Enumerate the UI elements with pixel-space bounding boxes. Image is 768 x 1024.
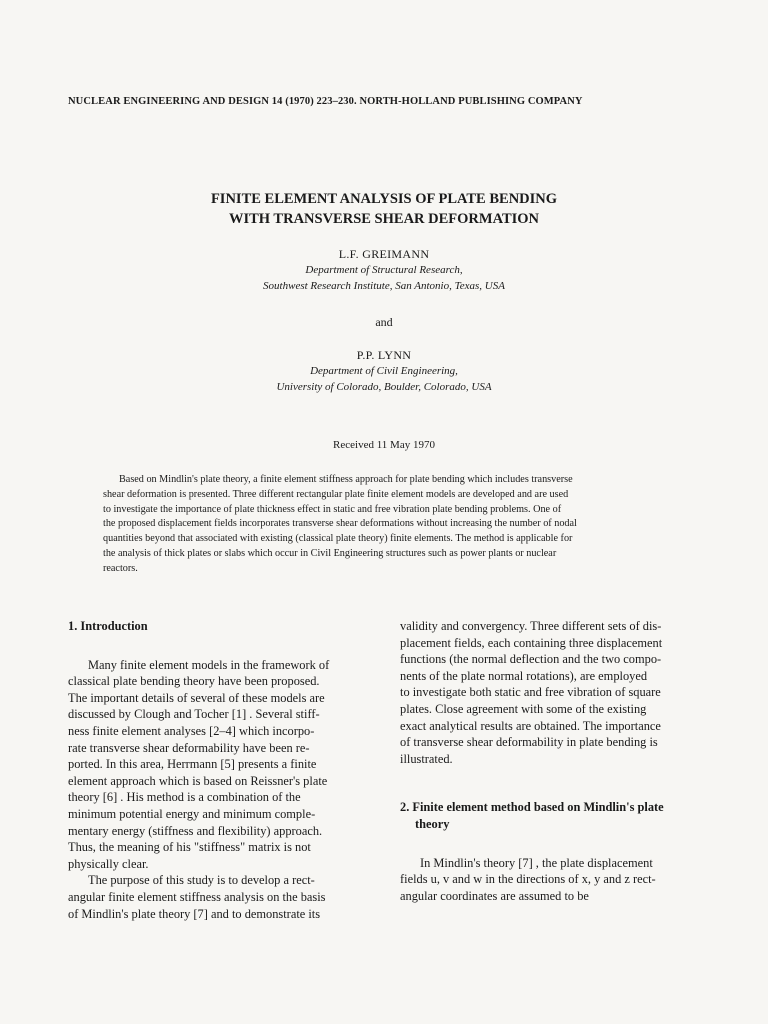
- received-date: Received 11 May 1970: [333, 439, 435, 451]
- paragraph-line: theory [6] . His method is a combination of the: [68, 790, 301, 805]
- abstract: [103, 473, 670, 577]
- abstract-line: quantities beyond that associated with existing (classical plate theory) finite elements. The method is applicable for: [103, 533, 573, 545]
- paragraph-line: validity and convergency. Three different sets of dis-: [400, 619, 662, 633]
- journal-header: NUCLEAR ENGINEERING AND DESIGN 14 (1970) 223–230. NORTH-HOLLAND PUBLISHING COMPANY: [68, 96, 583, 107]
- paragraph-line: In Mindlin's theory [7] , the plate displacement: [420, 855, 653, 870]
- paragraph-line: angular coordinates are assumed to be: [400, 888, 589, 903]
- author-department-2: Department of Civil Engineering,: [310, 365, 458, 377]
- author-conjunction: and: [375, 315, 393, 329]
- author-department-1: Department of Structural Research,: [305, 264, 463, 276]
- paper-title-line-1: FINITE ELEMENT ANALYSIS OF PLATE BENDING: [210, 191, 558, 207]
- paragraph-line: angular finite element stiffness analysis on the basis: [68, 889, 326, 904]
- abstract-line: Based on Mindlin's plate theory, a finite element stiffness approach for plate bending which includes transverse: [119, 474, 573, 485]
- paragraph-line: fields u, v and w in the directions of x, y and z rect-: [400, 872, 656, 887]
- author-name-1: L.F. GREIMANN: [338, 247, 430, 261]
- paragraph-line: plates. Close agreement with some of the existing: [400, 701, 647, 716]
- intro-paragraph-1: [68, 657, 360, 873]
- intro-paragraph-2: [68, 872, 360, 922]
- paragraph-line: Thus, the meaning of his "stiffness" matrix is not: [68, 840, 311, 855]
- section-heading-introduction: 1. Introduction: [68, 619, 148, 633]
- paragraph-line: ported. In this area, Herrmann [5] presents a finite: [68, 757, 317, 772]
- abstract-line: to investigate the importance of plate thickness effect in static and free vibration plate bending problems. One of: [103, 503, 562, 515]
- paragraph-line: The important details of several of these models are: [68, 690, 325, 705]
- paragraph-line: exact analytical results are obtained. The importance: [400, 718, 661, 733]
- intro-continuation: [400, 618, 692, 767]
- abstract-line: the analysis of thick plates or slabs which occur in Civil Engineering structures such as power plants or nuclear: [103, 547, 557, 559]
- paragraph-line: discussed by Clough and Tocher [1] . Several stiff-: [68, 707, 320, 722]
- paragraph-line: rate transverse shear deformability have been re-: [68, 740, 310, 755]
- mindlin-paragraph: [400, 855, 692, 905]
- paper-title-line-2: WITH TRANSVERSE SHEAR DEFORMATION: [228, 211, 540, 227]
- section-heading-line: theory: [415, 816, 450, 831]
- paragraph-line: The purpose of this study is to develop a rect-: [88, 873, 315, 888]
- paragraph-line: minimum potential energy and minimum comple-: [68, 806, 316, 821]
- paragraph-line: element approach which is based on Reissner's plate: [68, 773, 328, 788]
- section-heading-mindlin: [400, 799, 692, 832]
- title-block: [0, 189, 768, 453]
- paragraph-line: illustrated.: [400, 751, 453, 766]
- author-institution-2: University of Colorado, Boulder, Colorado, USA: [276, 381, 492, 393]
- abstract-line: reactors.: [103, 562, 138, 574]
- paragraph-line: physically clear.: [68, 856, 149, 871]
- right-column: [400, 618, 692, 904]
- abstract-line: the proposed displacement fields incorporates transverse shear deformations without increasing the number of nodal: [103, 518, 577, 530]
- section-heading-line: 2. Finite element method based on Mindlin's plate: [400, 800, 664, 815]
- paragraph-line: placement fields, each containing three displacement: [400, 635, 663, 650]
- paragraph-line: functions (the normal deflection and the two compo-: [400, 652, 662, 667]
- abstract-line: shear deformation is presented. Three different rectangular plate finite element models are developed and are used: [103, 488, 569, 500]
- paragraph-line: of Mindlin's plate theory [7] and to demonstrate its: [68, 906, 321, 921]
- paragraph-line: mentary energy (stiffness and flexibility) approach.: [68, 823, 323, 838]
- author-institution-1: Southwest Research Institute, San Antonio, Texas, USA: [263, 280, 505, 292]
- paragraph-line: Many finite element models in the framework of: [88, 657, 330, 672]
- author-name-2: P.P. LYNN: [356, 348, 412, 362]
- paragraph-line: ness finite element analyses [2–4] which incorpo-: [68, 723, 315, 738]
- paragraph-line: nents of the plate normal rotations), are employed: [400, 668, 648, 683]
- paragraph-line: to investigate both static and free vibration of square: [400, 685, 661, 700]
- left-column: [68, 618, 360, 922]
- paragraph-line: classical plate bending theory have been proposed.: [68, 674, 320, 689]
- paragraph-line: of transverse shear deformability in plate bending is: [400, 735, 658, 750]
